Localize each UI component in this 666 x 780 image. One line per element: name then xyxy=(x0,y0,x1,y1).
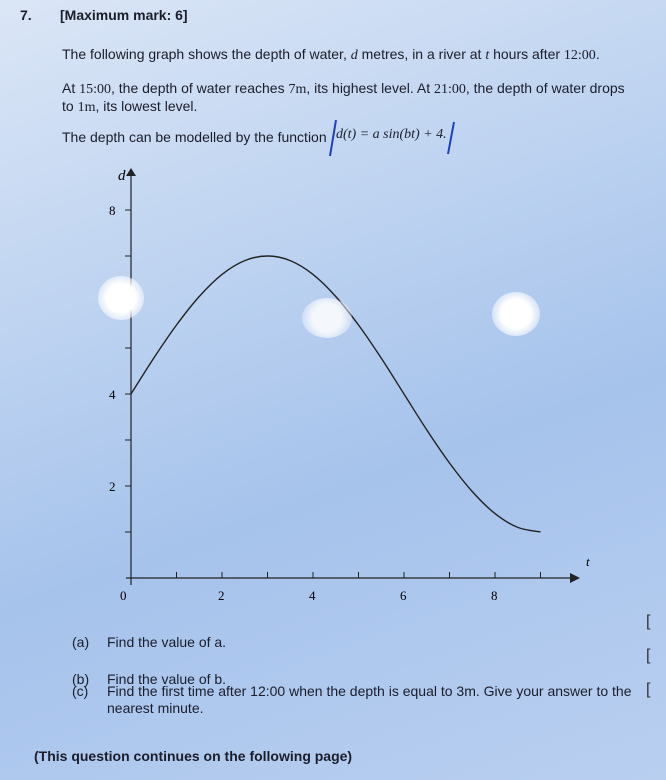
y-axis-label: d xyxy=(118,168,126,184)
question-number: 7. xyxy=(20,7,32,23)
intro-paragraph-1: The following graph shows the depth of water, d metres, in a river at t hours after 12:00. xyxy=(62,46,600,63)
continuation-note: (This question continues on the following page) xyxy=(34,748,353,764)
part-c-line-2: nearest minute. xyxy=(107,700,204,716)
part-c-line-1: Find the first time after 12:00 when the depth is equal to 3m. Give your answer to the xyxy=(107,683,632,699)
x-axis-label: t xyxy=(586,554,590,569)
intro-paragraph-2: At 15:00, the depth of water reaches 7m, its highest level. At 21:00, the depth of water drops to 1m, its lowest level. xyxy=(62,80,625,115)
light-glare xyxy=(302,298,352,338)
mark-bracket: [ xyxy=(646,613,651,630)
depth-graph xyxy=(96,160,596,610)
maximum-mark: [Maximum mark: 6] xyxy=(60,7,188,23)
part-b-text: Find the value of b. xyxy=(107,671,227,687)
y-tick-label: 8 xyxy=(109,203,116,218)
depth-curve xyxy=(131,256,541,532)
part-c-label: (c) xyxy=(72,683,89,699)
mark-bracket: [ xyxy=(646,647,651,664)
light-glare xyxy=(492,292,540,336)
x-axis-arrow xyxy=(570,573,580,583)
intro-paragraph-3: The depth can be modelled by the function xyxy=(62,129,327,145)
y-axis-arrow xyxy=(126,168,136,176)
x-tick-label: 6 xyxy=(400,588,407,603)
y-tick-label: 2 xyxy=(109,479,116,494)
part-a-text: Find the value of a. xyxy=(107,634,227,650)
x-tick-label: 8 xyxy=(491,588,498,603)
x-tick-label: 2 xyxy=(218,588,225,603)
model-formula: d(t) = a sin(bt) + 4. xyxy=(336,127,447,142)
mark-bracket: [ xyxy=(646,681,651,698)
x-tick-label: 4 xyxy=(309,588,316,603)
light-glare xyxy=(98,276,144,320)
part-b-label: (b) xyxy=(72,671,90,687)
y-tick-label: 4 xyxy=(109,387,116,402)
part-a-label: (a) xyxy=(72,634,90,650)
origin-label: 0 xyxy=(120,588,127,603)
handwritten-marks xyxy=(322,118,462,158)
